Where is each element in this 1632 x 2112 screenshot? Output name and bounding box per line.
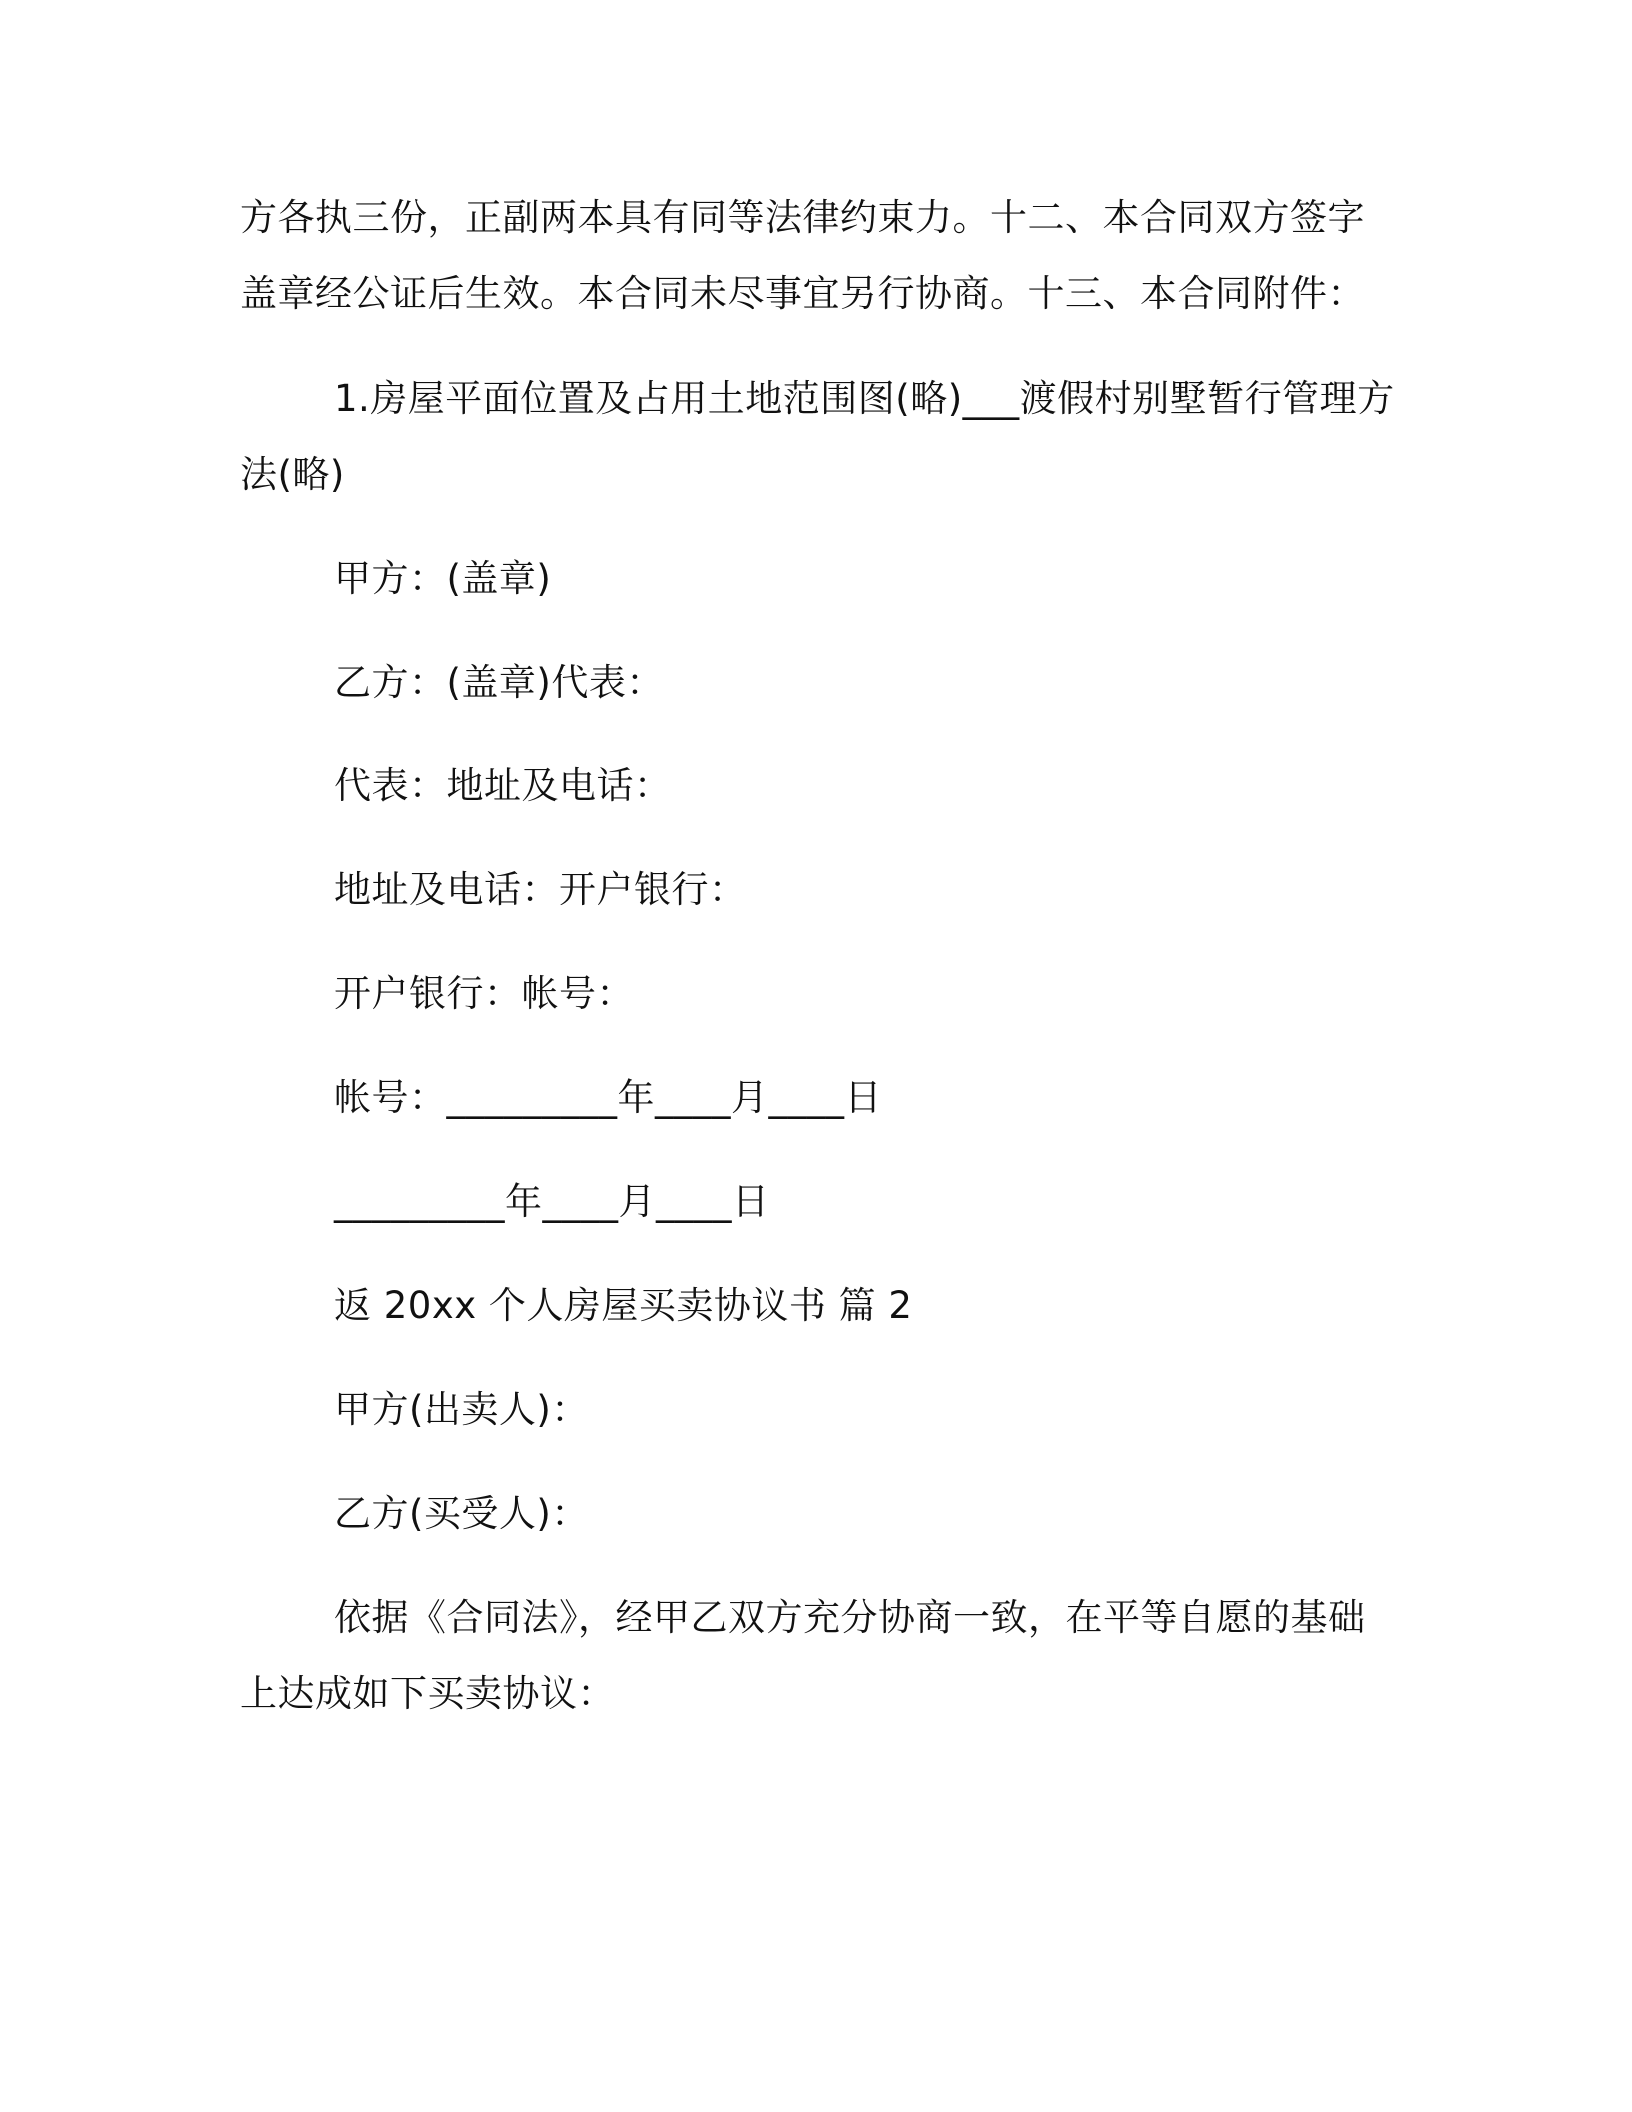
party-b-seal: 乙方：(盖章)代表： bbox=[334, 661, 664, 704]
seller-line: 甲方(出卖人)： bbox=[334, 1388, 589, 1431]
representative-line: 代表：地址及电话： bbox=[334, 764, 672, 807]
paragraph-line: 上达成如下买卖协议： bbox=[240, 1672, 615, 1715]
paragraph-line: 依据《合同法》，经甲乙双方充分协商一致，在平等自愿的基础 bbox=[334, 1596, 1366, 1639]
address-line: 地址及电话：开户银行： bbox=[334, 868, 747, 911]
account-date-line: 帐号：_________年____月____日 bbox=[334, 1076, 882, 1119]
party-a-seal: 甲方：(盖章) bbox=[334, 557, 552, 600]
bank-line: 开户银行：帐号： bbox=[334, 972, 634, 1015]
paragraph-line: 盖章经公证后生效。本合同未尽事宜另行协商。十三、本合同附件： bbox=[240, 272, 1365, 315]
attachment-item: 1.房屋平面位置及占用土地范围图(略)___渡假村别墅暂行管理方 bbox=[334, 377, 1395, 420]
section-heading: 返 20xx 个人房屋买卖协议书 篇 2 bbox=[334, 1284, 913, 1327]
date-line: _________年____月____日 bbox=[334, 1180, 770, 1223]
buyer-line: 乙方(买受人)： bbox=[334, 1492, 589, 1535]
paragraph-line: 法(略) bbox=[240, 453, 345, 496]
paragraph-line: 方各执三份，正副两本具有同等法律约束力。十二、本合同双方签字 bbox=[240, 196, 1365, 239]
